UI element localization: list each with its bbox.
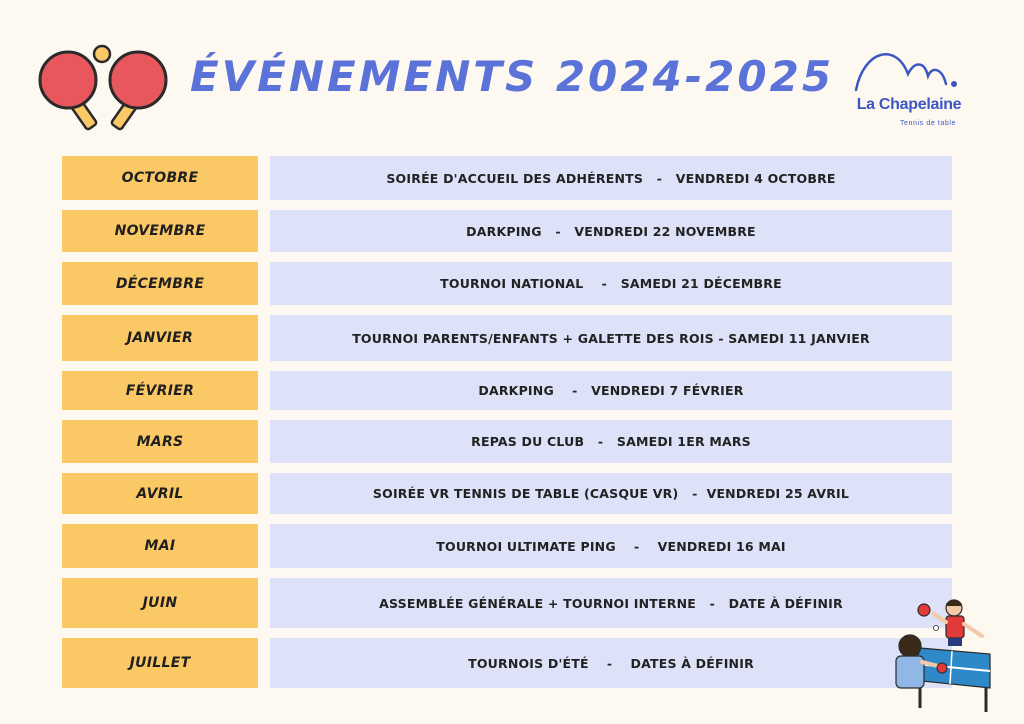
event-cell: TOURNOI ULTIMATE PING - VENDREDI 16 MAI: [270, 524, 952, 568]
event-cell: SOIRÉE VR TENNIS DE TABLE (CASQUE VR) - VENDREDI 25 AVRIL: [270, 473, 952, 514]
event-cell: REPAS DU CLUB - SAMEDI 1ER MARS: [270, 420, 952, 463]
month-cell: OCTOBRE: [62, 156, 258, 200]
month-cell: MAI: [62, 524, 258, 568]
month-cell: MARS: [62, 420, 258, 463]
event-cell: TOURNOI NATIONAL - SAMEDI 21 DÉCEMBRE: [270, 262, 952, 305]
event-row: [62, 262, 952, 305]
event-cell: ASSEMBLÉE GÉNÉRALE + TOURNOI INTERNE - DATE À DÉFINIR: [270, 578, 952, 628]
table-tennis-players-illustration: [890, 596, 994, 714]
logo-name: La Chapelaine: [856, 96, 962, 113]
club-logo: [850, 44, 968, 136]
month-cell: FÉVRIER: [62, 371, 258, 410]
month-cell: AVRIL: [62, 473, 258, 514]
event-cell: SOIRÉE D'ACCUEIL DES ADHÉRENTS - VENDREDI 4 OCTOBRE: [270, 156, 952, 200]
event-row: [62, 578, 952, 628]
event-cell: TOURNOI PARENTS/ENFANTS + GALETTE DES ROIS - SAMEDI 11 JANVIER: [270, 315, 952, 361]
logo-subtitle: Tennis de table: [899, 120, 957, 127]
event-row: [62, 371, 952, 410]
page-title: ÉVÉNEMENTS 2024-2025: [189, 52, 835, 101]
month-cell: DÉCEMBRE: [62, 262, 258, 305]
event-row: [62, 315, 952, 361]
logo-mountains-icon: [850, 44, 968, 96]
month-cell: NOVEMBRE: [62, 210, 258, 252]
event-row: [62, 473, 952, 514]
month-cell: JUILLET: [62, 638, 258, 688]
event-row: [62, 638, 952, 688]
event-cell: TOURNOIS D'ÉTÉ - DATES À DÉFINIR: [270, 638, 952, 688]
event-cell: DARKPING - VENDREDI 7 FÉVRIER: [270, 371, 952, 410]
month-cell: JANVIER: [62, 315, 258, 361]
event-row: [62, 156, 952, 200]
month-cell: JUIN: [62, 578, 258, 628]
event-row: [62, 420, 952, 463]
event-row: [62, 210, 952, 252]
event-row: [62, 524, 952, 568]
event-cell: DARKPING - VENDREDI 22 NOVEMBRE: [270, 210, 952, 252]
